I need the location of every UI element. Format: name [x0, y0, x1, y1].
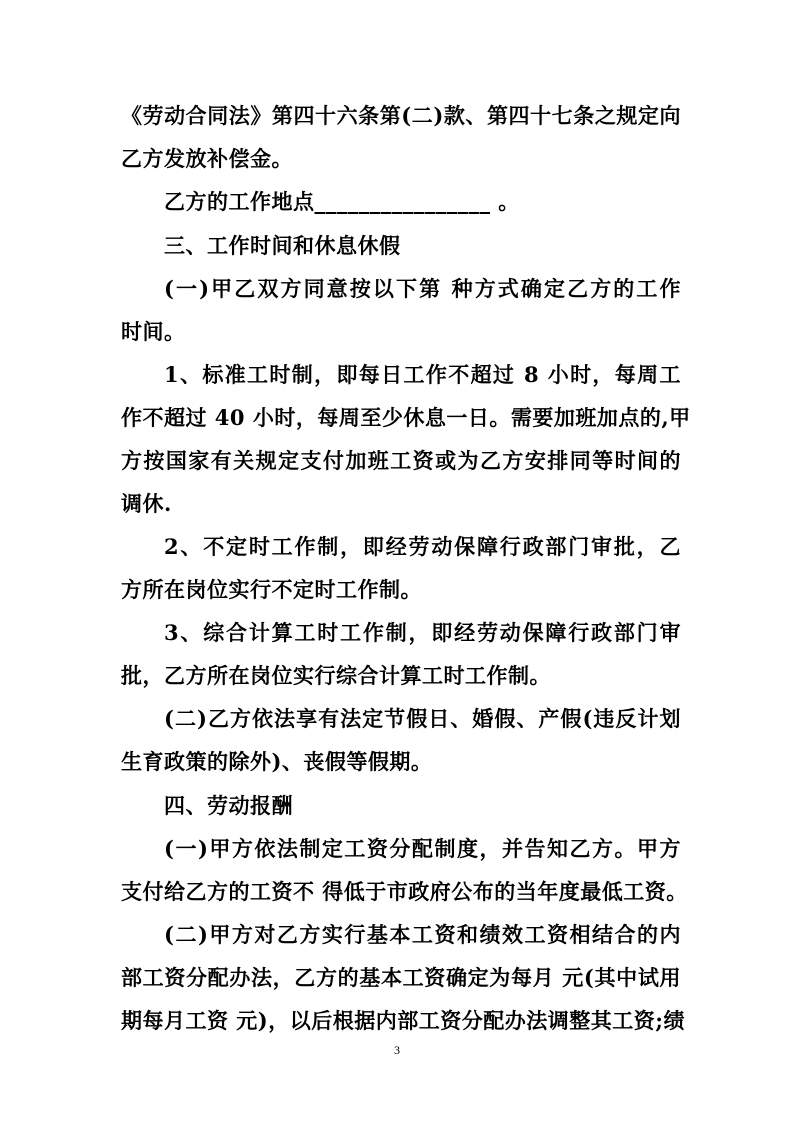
text-line-11: 2、不定时工作制，即经劳动保障行政部门审批，乙 [164, 534, 681, 559]
text-line-20: (二)甲方对乙方实行基本工资和绩效工资相结合的内 [164, 922, 681, 947]
text-line-21: 部工资分配办法，乙方的基本工资确定为每月 元(其中试用 [121, 965, 681, 990]
text-line-6: 时间。 [121, 319, 186, 344]
text-line-9: 方按国家有关规定支付加班工资或为乙方安排同等时间的 [121, 448, 681, 473]
text-line-18: (一)甲方依法制定工资分配制度，并告知乙方。甲方 [164, 836, 681, 861]
text-line-5: (一)甲乙双方同意按以下第 种方式确定乙方的工作 [164, 276, 681, 301]
text-line-13: 3、综合计算工时工作制，即经劳动保障行政部门审 [164, 620, 681, 645]
text-line-7: 1、标准工时制，即每日工作不超过 8 小时，每周工 [164, 362, 681, 387]
page-number: 3 [394, 1043, 400, 1057]
section-heading-4: 四、劳动报酬 [164, 793, 293, 818]
section-heading-3: 三、工作时间和休息休假 [164, 233, 401, 258]
text-line-14: 批，乙方所在岗位实行综合计算工时工作制。 [121, 663, 551, 688]
text-line-16: 生育政策的除外)、丧假等假期。 [121, 749, 433, 774]
text-line-15: (二)乙方依法享有法定节假日、婚假、产假(违反计划 [164, 706, 681, 731]
text-line-10: 调休. [121, 491, 172, 516]
text-line-22: 期每月工资 元)，以后根据内部工资分配办法调整其工资;绩 [121, 1008, 685, 1033]
text-line-3: 乙方的工作地点________________ 。 [164, 189, 520, 214]
text-line-1: 《劳动合同法》第四十六条第(二)款、第四十七条之规定向 [121, 103, 681, 128]
text-line-2: 乙方发放补偿金。 [121, 146, 293, 171]
text-line-12: 方所在岗位实行不定时工作制。 [121, 577, 422, 602]
text-line-8: 作不超过 40 小时，每周至少休息一日。需要加班加点的,甲 [121, 405, 691, 430]
text-line-19: 支付给乙方的工资不 得低于市政府公布的当年度最低工资。 [121, 879, 688, 904]
